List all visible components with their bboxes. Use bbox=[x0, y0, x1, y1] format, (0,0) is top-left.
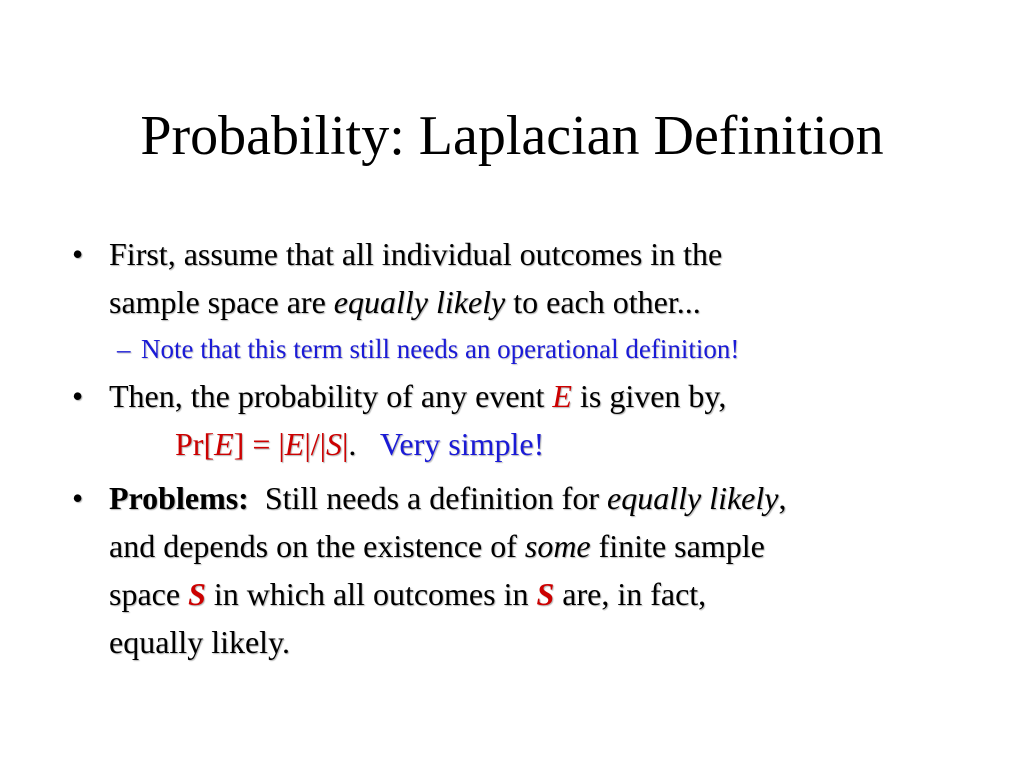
bullet-text: finite sample bbox=[590, 528, 765, 564]
bullet-text: to each other... bbox=[505, 284, 701, 320]
formula-part: E bbox=[284, 426, 305, 462]
dash-marker: – bbox=[117, 334, 131, 364]
bullet-text: space bbox=[109, 576, 189, 612]
bullet-marker: • bbox=[72, 236, 84, 272]
emphasis-equally-likely: equally likely bbox=[333, 284, 506, 320]
formula-part: | bbox=[342, 426, 349, 462]
bullet-line bbox=[109, 618, 970, 666]
bullet-text: in which all outcomes in bbox=[205, 576, 537, 612]
spacer bbox=[356, 426, 379, 462]
bullet-problems bbox=[70, 474, 970, 666]
slide-content bbox=[70, 230, 970, 666]
formula-period: . bbox=[348, 426, 357, 462]
bullet-text: is given by, bbox=[571, 378, 727, 414]
bullet-text: First, assume that all individual outcomes in the bbox=[109, 236, 723, 272]
sub-bullet-operational-definition bbox=[70, 330, 970, 368]
slide-title: Probability: Laplacian Definition bbox=[140, 105, 884, 167]
event-variable: E bbox=[552, 378, 572, 414]
bullet-marker: • bbox=[72, 480, 84, 516]
bullet-line bbox=[109, 570, 970, 618]
sample-space-variable: S bbox=[188, 576, 206, 612]
bullet-text: Then, the probability of any event bbox=[109, 378, 553, 414]
bullet-line bbox=[109, 474, 970, 522]
formula-part: ] = | bbox=[233, 426, 285, 462]
formula-part: |/| bbox=[304, 426, 327, 462]
bullet-line bbox=[109, 522, 970, 570]
formula-part: E bbox=[214, 426, 234, 462]
emphasis-equally-likely: equally likely bbox=[606, 480, 779, 516]
bullet-text: , bbox=[778, 480, 787, 516]
problems-heading: Problems: bbox=[109, 480, 249, 516]
bullet-equally-likely-assumption bbox=[70, 230, 970, 326]
bullet-line bbox=[109, 278, 970, 326]
bullet-text: Still needs a definition for bbox=[248, 480, 607, 516]
bullet-marker: • bbox=[72, 378, 84, 414]
sub-bullet-text: Note that this term still needs an operational definition! bbox=[141, 334, 740, 364]
emphasis-some: some bbox=[524, 528, 591, 564]
formula-line bbox=[109, 420, 970, 468]
formula-part: Pr[ bbox=[175, 426, 215, 462]
bullet-line bbox=[109, 230, 970, 278]
bullet-text: sample space are bbox=[109, 284, 334, 320]
bullet-line bbox=[109, 372, 970, 420]
bullet-text: and depends on the existence of bbox=[109, 528, 525, 564]
very-simple-note: Very simple! bbox=[379, 426, 545, 462]
bullet-probability-formula bbox=[70, 372, 970, 468]
formula bbox=[175, 426, 348, 462]
sample-space-variable: S bbox=[536, 576, 555, 612]
formula-part: S bbox=[326, 426, 343, 462]
bullet-text: equally likely. bbox=[109, 624, 290, 660]
bullet-text: are, in fact, bbox=[554, 576, 707, 612]
